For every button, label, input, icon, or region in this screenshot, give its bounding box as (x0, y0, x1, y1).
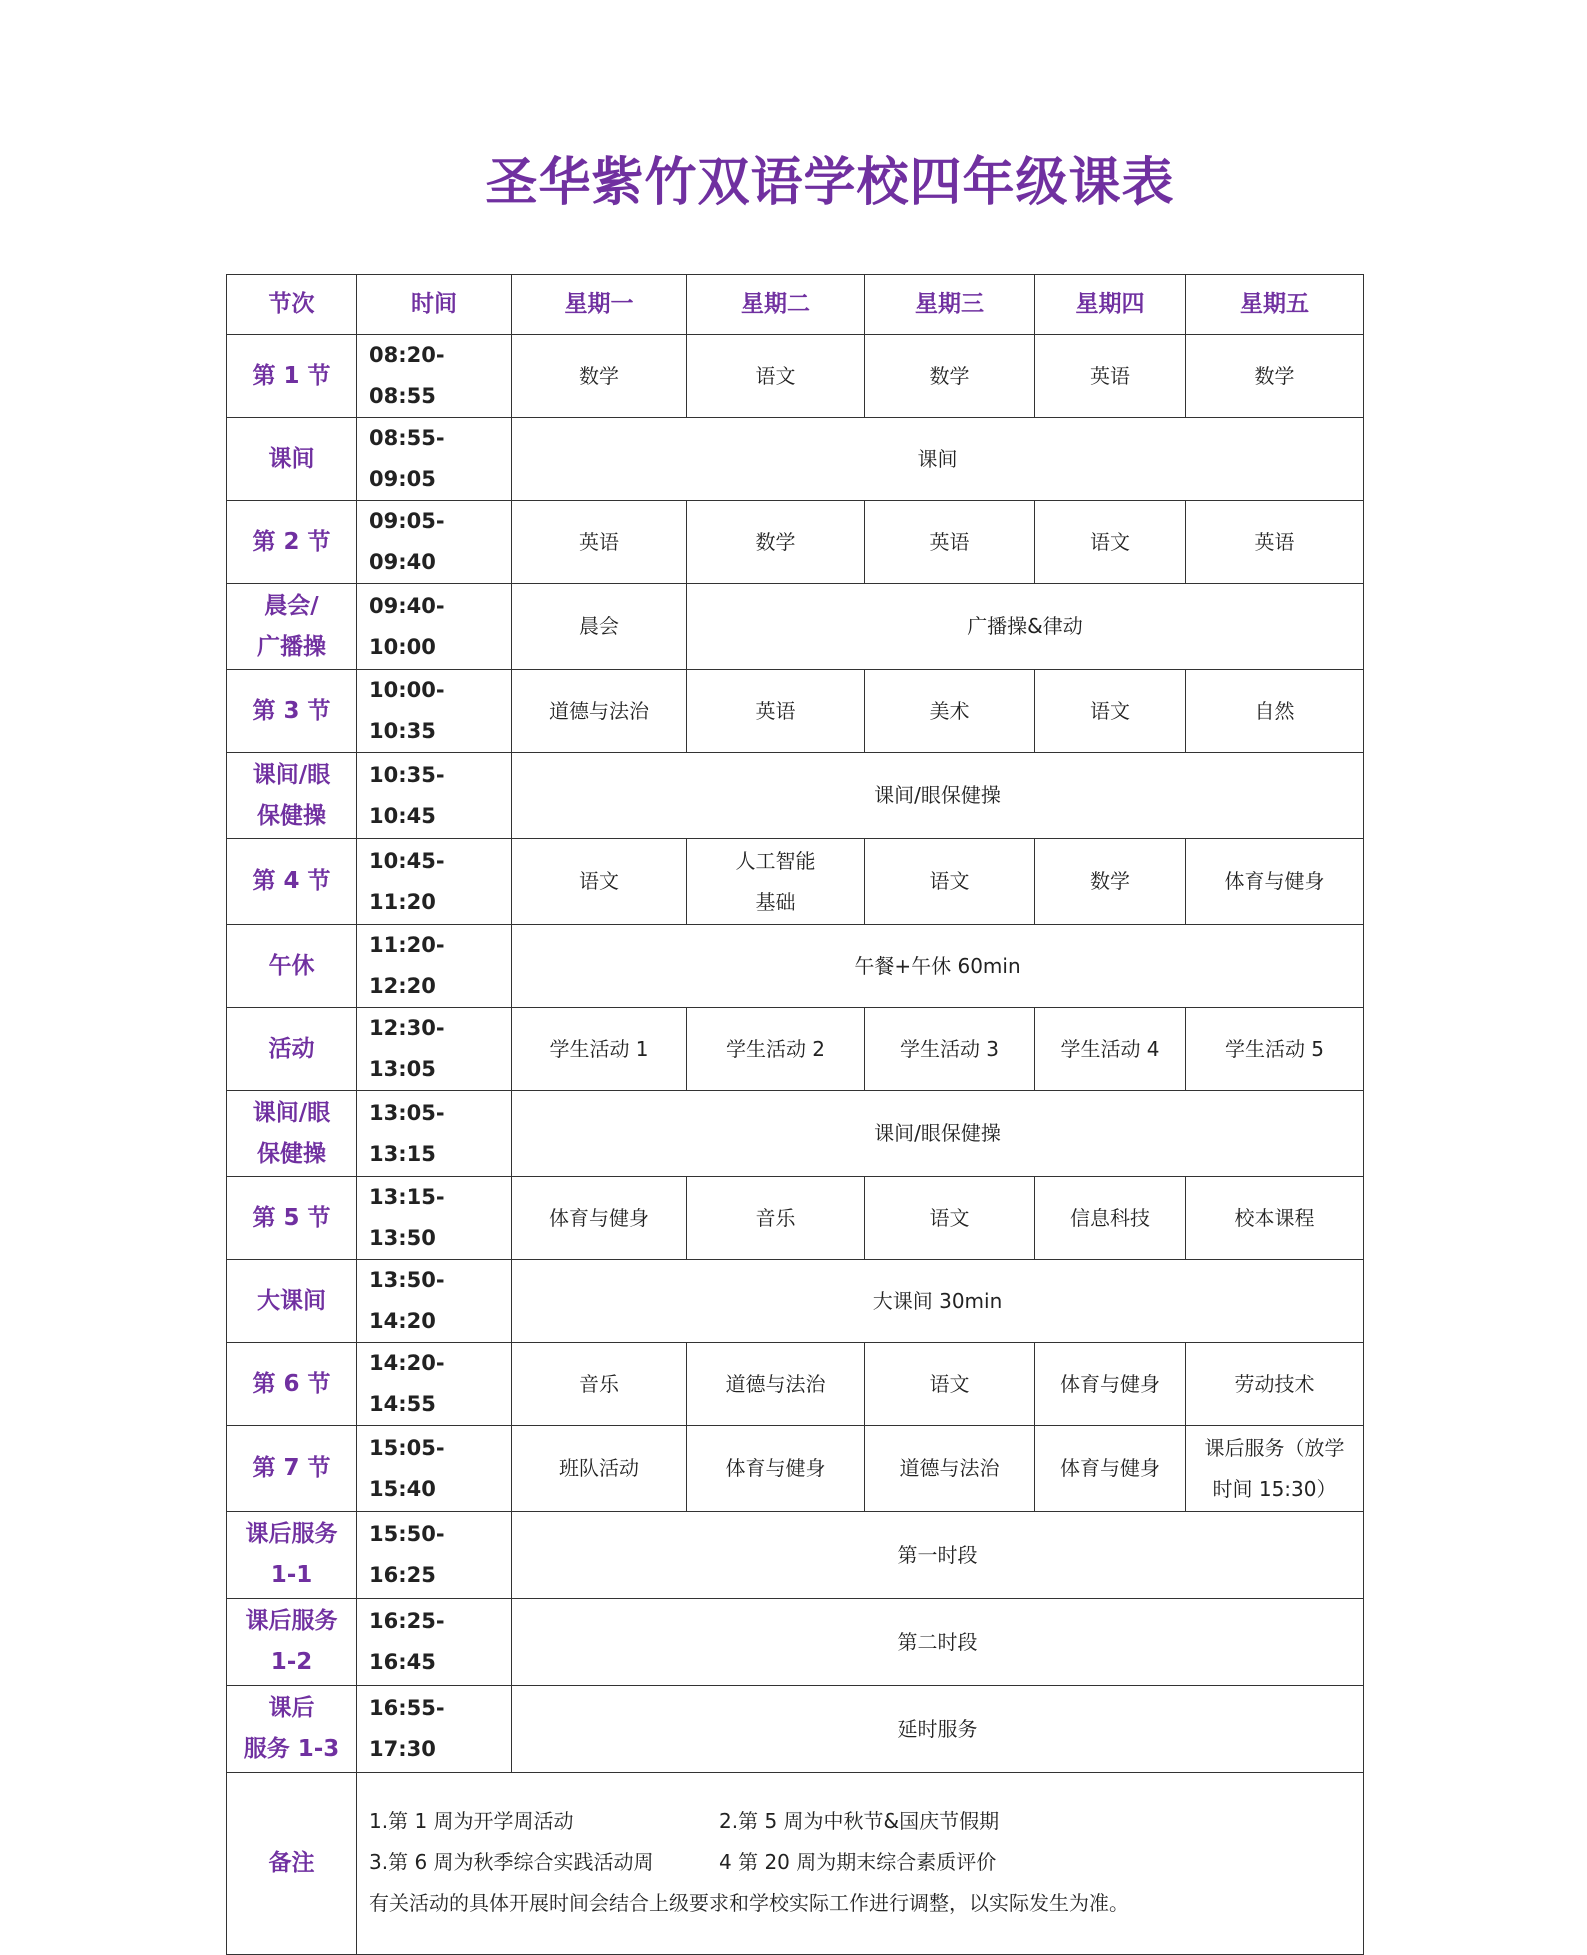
table-row (227, 1599, 1364, 1686)
class-cell: 英语 (687, 670, 865, 753)
header-cell: 星期五 (1186, 275, 1364, 335)
time-cell: 16:55-17:30 (357, 1686, 512, 1773)
class-cell: 数学 (1186, 335, 1364, 418)
class-cell (1186, 1426, 1364, 1512)
table-row (227, 584, 1364, 670)
class-cell: 英语 (1186, 501, 1364, 584)
class-cell: 道德与法治 (865, 1426, 1035, 1512)
period-label-line: 服务 1-3 (243, 1736, 340, 1762)
class-cell: 数学 (512, 335, 687, 418)
class-cell: 英语 (1035, 335, 1186, 418)
period-label-line: 1-2 (270, 1649, 313, 1675)
class-cell-line: 基础 (755, 889, 796, 914)
period-label-line: 广播操 (257, 633, 326, 660)
class-cell: 语文 (512, 839, 687, 925)
schedule-table (226, 274, 1364, 1955)
period-label: 午休 (227, 925, 357, 1008)
period-label (227, 1599, 357, 1686)
period-label: 第 1 节 (227, 335, 357, 418)
page-title: 圣华紫竹双语学校四年级课表 (485, 152, 1175, 213)
header-cell: 星期二 (687, 275, 865, 335)
class-cell: 语文 (687, 335, 865, 418)
table-row (227, 1177, 1364, 1260)
class-cell-line: 课后服务（放学 (1204, 1435, 1345, 1460)
class-cell: 学生活动 1 (512, 1008, 687, 1091)
period-label-line: 课后服务 (245, 1608, 338, 1634)
class-cell-line: 人工智能 (735, 848, 816, 873)
table-row (227, 1260, 1364, 1343)
time-cell: 13:05-13:15 (357, 1091, 512, 1177)
note-item: 2.第 5 周为中秋节&国庆节假期 (719, 1809, 1000, 1833)
class-cell: 语文 (865, 1343, 1035, 1426)
note-item: 有关活动的具体开展时间会结合上级要求和学校实际工作进行调整，以实际发生为准。 (369, 1891, 1129, 1915)
period-label (227, 753, 357, 839)
class-cell: 晨会 (512, 584, 687, 670)
table-row (227, 839, 1364, 925)
time-cell: 13:15-13:50 (357, 1177, 512, 1260)
class-cell (687, 839, 865, 925)
period-label: 大课间 (227, 1260, 357, 1343)
time-cell: 11:20-12:20 (357, 925, 512, 1008)
merged-cell: 午餐+午休 60min (512, 925, 1364, 1008)
class-cell: 学生活动 3 (865, 1008, 1035, 1091)
period-label-line: 课后 (268, 1695, 315, 1721)
class-cell: 英语 (512, 501, 687, 584)
table-row (227, 1008, 1364, 1091)
period-label: 第 7 节 (227, 1426, 357, 1512)
time-cell: 13:50-14:20 (357, 1260, 512, 1343)
time-cell: 14:20-14:55 (357, 1343, 512, 1426)
time-cell: 15:50-16:25 (357, 1512, 512, 1599)
period-label: 第 5 节 (227, 1177, 357, 1260)
merged-cell: 课间 (512, 418, 1364, 501)
table-row (227, 1426, 1364, 1512)
time-cell: 10:00-10:35 (357, 670, 512, 753)
class-cell: 体育与健身 (1035, 1343, 1186, 1426)
table-row (227, 418, 1364, 501)
class-cell-line: 时间 15:30） (1212, 1476, 1337, 1501)
period-label: 课间 (227, 418, 357, 501)
period-label (227, 1091, 357, 1177)
class-cell: 学生活动 2 (687, 1008, 865, 1091)
class-cell: 学生活动 5 (1186, 1008, 1364, 1091)
period-label-line: 1-1 (270, 1562, 313, 1588)
header-cell: 星期三 (865, 275, 1035, 335)
period-label-line: 课后服务 (245, 1521, 338, 1547)
note-item: 1.第 1 周为开学周活动 (369, 1809, 574, 1833)
period-label-line: 课间/眼 (252, 1099, 331, 1126)
class-cell: 体育与健身 (512, 1177, 687, 1260)
time-cell: 16:25-16:45 (357, 1599, 512, 1686)
header-row (227, 275, 1364, 335)
class-cell: 道德与法治 (687, 1343, 865, 1426)
time-cell: 10:35-10:45 (357, 753, 512, 839)
period-label (227, 1686, 357, 1773)
class-cell: 道德与法治 (512, 670, 687, 753)
header-cell: 星期四 (1035, 275, 1186, 335)
note-line (369, 1842, 1351, 1883)
header-cell: 星期一 (512, 275, 687, 335)
class-cell: 校本课程 (1186, 1177, 1364, 1260)
merged-cell: 课间/眼保健操 (512, 753, 1364, 839)
period-label: 活动 (227, 1008, 357, 1091)
table-row (227, 1091, 1364, 1177)
period-label: 第 2 节 (227, 501, 357, 584)
table-row (227, 1512, 1364, 1599)
notes-row (227, 1773, 1364, 1955)
merged-cell: 课间/眼保健操 (512, 1091, 1364, 1177)
merged-cell: 延时服务 (512, 1686, 1364, 1773)
class-cell: 语文 (865, 1177, 1035, 1260)
time-cell: 09:05-09:40 (357, 501, 512, 584)
merged-cell: 第一时段 (512, 1512, 1364, 1599)
class-cell: 数学 (865, 335, 1035, 418)
class-cell: 体育与健身 (1035, 1426, 1186, 1512)
period-label: 第 4 节 (227, 839, 357, 925)
table-row (227, 753, 1364, 839)
class-cell: 语文 (1035, 670, 1186, 753)
time-cell: 10:45-11:20 (357, 839, 512, 925)
time-cell: 15:05-15:40 (357, 1426, 512, 1512)
table-row (227, 670, 1364, 753)
class-cell: 英语 (865, 501, 1035, 584)
table-row (227, 1343, 1364, 1426)
note-item: 3.第 6 周为秋季综合实践活动周 (369, 1850, 654, 1874)
period-label-line: 保健操 (257, 802, 326, 829)
table-row (227, 925, 1364, 1008)
class-cell: 数学 (687, 501, 865, 584)
period-label: 第 3 节 (227, 670, 357, 753)
note-line (369, 1801, 1351, 1842)
class-cell: 体育与健身 (687, 1426, 865, 1512)
merged-cell: 第二时段 (512, 1599, 1364, 1686)
period-label: 第 6 节 (227, 1343, 357, 1426)
class-cell: 信息科技 (1035, 1177, 1186, 1260)
time-cell: 08:55-09:05 (357, 418, 512, 501)
merged-cell: 大课间 30min (512, 1260, 1364, 1343)
table-row (227, 1686, 1364, 1773)
time-cell: 12:30-13:05 (357, 1008, 512, 1091)
time-cell: 09:40-10:00 (357, 584, 512, 670)
class-cell: 班队活动 (512, 1426, 687, 1512)
note-item: 4 第 20 周为期末综合素质评价 (719, 1850, 997, 1874)
header-cell: 节次 (227, 275, 357, 335)
notes-cell (357, 1773, 1364, 1955)
period-label-line: 保健操 (257, 1140, 326, 1167)
class-cell: 数学 (1035, 839, 1186, 925)
notes-label: 备注 (227, 1773, 357, 1955)
table-row (227, 335, 1364, 418)
period-label (227, 584, 357, 670)
class-cell: 音乐 (687, 1177, 865, 1260)
class-cell: 自然 (1186, 670, 1364, 753)
class-cell: 体育与健身 (1186, 839, 1364, 925)
class-cell: 语文 (865, 839, 1035, 925)
class-cell: 美术 (865, 670, 1035, 753)
header-cell: 时间 (357, 275, 512, 335)
time-cell: 08:20-08:55 (357, 335, 512, 418)
merged-cell: 广播操&律动 (687, 584, 1364, 670)
class-cell: 音乐 (512, 1343, 687, 1426)
period-label-line: 晨会/ (264, 592, 319, 619)
class-cell: 语文 (1035, 501, 1186, 584)
class-cell: 学生活动 4 (1035, 1008, 1186, 1091)
period-label-line: 课间/眼 (252, 761, 331, 788)
class-cell: 劳动技术 (1186, 1343, 1364, 1426)
table-row (227, 501, 1364, 584)
period-label (227, 1512, 357, 1599)
